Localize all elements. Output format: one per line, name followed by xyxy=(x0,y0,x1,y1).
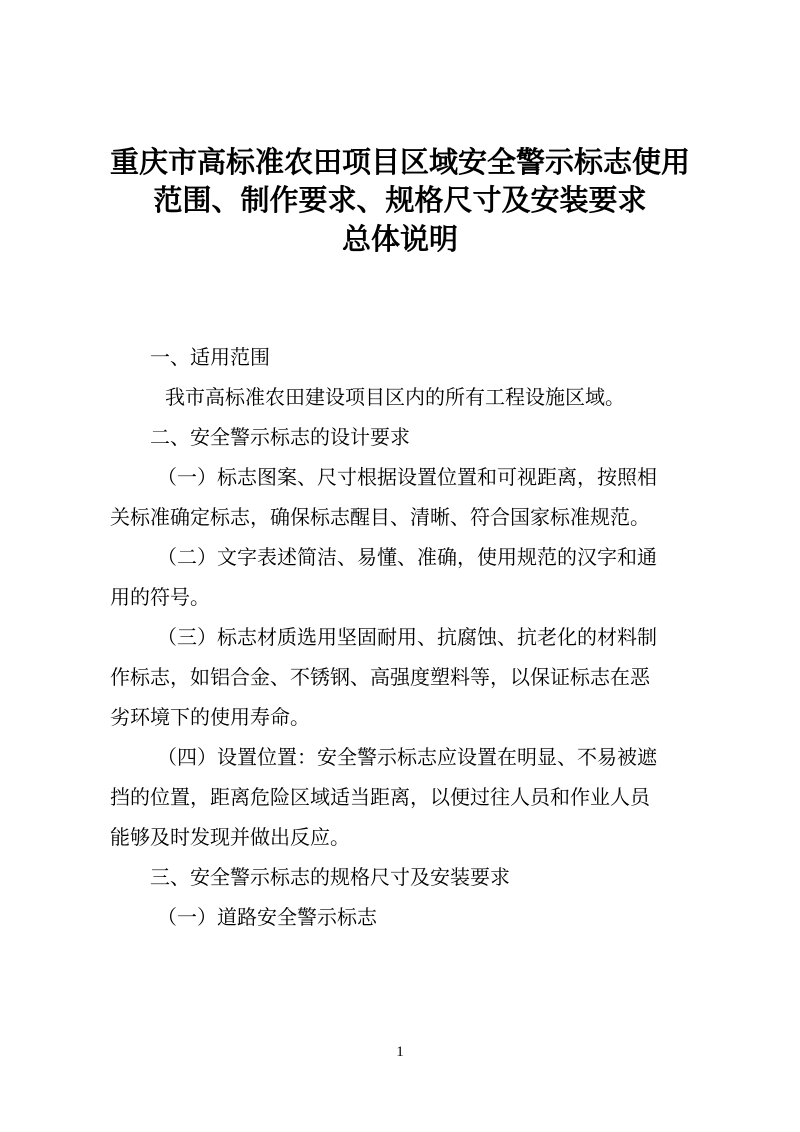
section-2-item-3-line-3: 劣环境下的使用寿命。 xyxy=(110,705,310,729)
page-number: 1 xyxy=(396,1044,404,1060)
section-2-item-3-line-2: 作标志，如铝合金、不锈钢、高强度塑料等，以保证标志在恶 xyxy=(110,665,650,689)
section-2-item-2-line-2: 用的符号。 xyxy=(110,585,210,609)
section-3-item-1: （一）道路安全警示标志 xyxy=(157,905,377,929)
title-line-2: 范围、制作要求、规格尺寸及安装要求 xyxy=(153,183,647,217)
title-line-3: 总体说明 xyxy=(341,222,458,256)
section-1-heading: 一、适用范围 xyxy=(150,345,270,369)
title-line-1: 重庆市高标准农田项目区域安全警示标志使用 xyxy=(109,145,690,179)
section-2-heading: 二、安全警示标志的设计要求 xyxy=(150,425,410,449)
section-2-item-2-line-1: （二）文字表述简洁、易懂、准确，使用规范的汉字和通 xyxy=(157,545,657,569)
section-2-item-4-line-2: 挡的位置，距离危险区域适当距离，以便过往人员和作业人员 xyxy=(110,785,650,809)
section-3-heading: 三、安全警示标志的规格尺寸及安装要求 xyxy=(150,865,510,889)
section-2-item-4-line-1: （四）设置位置：安全警示标志应设置在明显、不易被遮 xyxy=(157,745,657,769)
section-2-item-4-line-3: 能够及时发现并做出反应。 xyxy=(110,825,350,849)
section-1-body: 我市高标准农田建设项目区内的所有工程设施区域。 xyxy=(165,385,625,409)
section-2-item-1-line-2: 关标准确定标志，确保标志醒目、清晰、符合国家标准规范。 xyxy=(110,505,650,529)
section-2-item-3-line-1: （三）标志材质选用坚固耐用、抗腐蚀、抗老化的材料制 xyxy=(157,625,657,649)
section-2-item-1-line-1: （一）标志图案、尺寸根据设置位置和可视距离，按照相 xyxy=(157,465,657,489)
